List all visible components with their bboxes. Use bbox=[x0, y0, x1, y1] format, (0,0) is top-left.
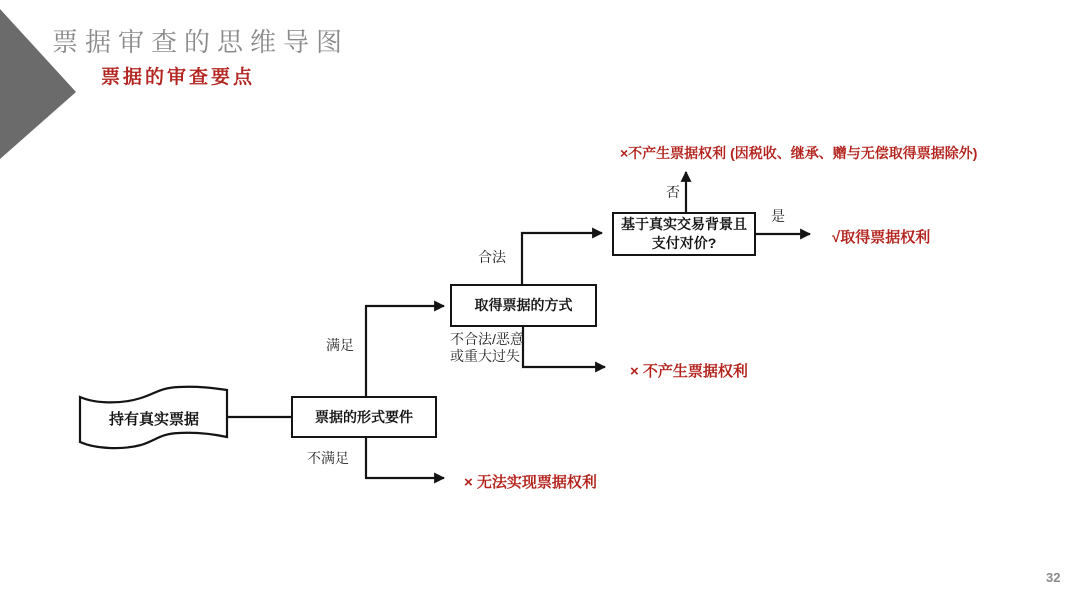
edge-label-illegal bbox=[450, 331, 524, 365]
edge-label-yes: 是 bbox=[771, 208, 785, 224]
node-form-requirements bbox=[291, 396, 437, 438]
edge-label-illegal-line1: 不合法/恶意 bbox=[450, 331, 524, 347]
outcome-acquire-right: √取得票据权利 bbox=[832, 229, 931, 246]
node-real-transaction bbox=[612, 212, 756, 256]
connector-method-illegal bbox=[523, 327, 605, 367]
outcome-no-right-with-exception: ×不产生票据权利 (因税收、继承、赠与无偿取得票据除外) bbox=[620, 145, 978, 161]
edge-label-no: 否 bbox=[666, 184, 680, 200]
slide-title: 票据审查的思维导图 bbox=[52, 28, 350, 57]
connector-form-to-method bbox=[366, 306, 444, 396]
edge-label-satisfied: 满足 bbox=[326, 337, 354, 353]
outcome-no-right: × 不产生票据权利 bbox=[630, 363, 748, 380]
connector-method-to-background bbox=[522, 233, 602, 284]
node-method-label: 取得票据的方式 bbox=[474, 297, 573, 314]
outcome-cannot-realize: × 无法实现票据权利 bbox=[464, 474, 597, 491]
connector-form-notsatisfied bbox=[366, 438, 444, 478]
slide-subtitle: 票据的审查要点 bbox=[101, 67, 256, 88]
node-form-label: 票据的形式要件 bbox=[315, 408, 413, 425]
page-number: 32 bbox=[1046, 570, 1061, 585]
node-background-line2: 支付对价? bbox=[651, 235, 717, 251]
node-background-line1: 基于真实交易背景且 bbox=[621, 216, 747, 233]
edge-label-illegal-line2: 或重大过失 bbox=[450, 348, 520, 364]
edge-label-legal: 合法 bbox=[478, 249, 506, 265]
node-acquisition-method bbox=[450, 284, 597, 327]
edge-label-not-satisfied: 不满足 bbox=[307, 450, 349, 466]
node-start: 持有真实票据 bbox=[108, 411, 199, 428]
